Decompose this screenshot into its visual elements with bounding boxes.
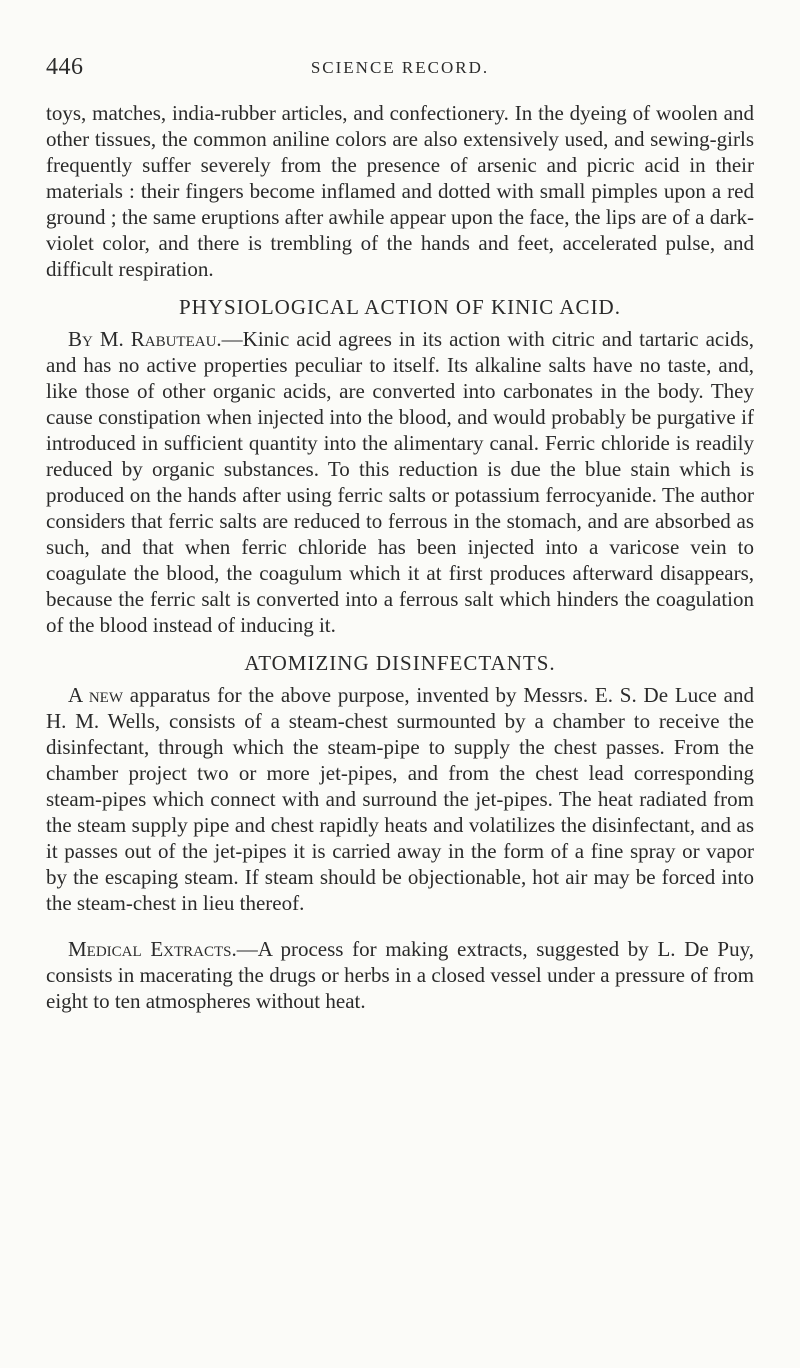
section-heading: PHYSIOLOGICAL ACTION OF KINIC ACID. — [179, 295, 621, 319]
section-paragraph — [46, 326, 754, 638]
page-body — [46, 100, 754, 1014]
section-paragraph — [46, 936, 754, 1014]
lead-words: A new — [68, 683, 123, 707]
paragraph-text: —A process for making extracts, suggested by L. De Puy, consists in macerating the drugs or herbs in a closed vessel under a pressure of from eight to ten atmospheres without heat. — [46, 937, 754, 1013]
section-kinic-acid — [46, 294, 754, 638]
running-head: SCIENCE RECORD. — [310, 58, 490, 77]
paragraph-text: —Kinic acid agrees in its action with citric and tartaric acids, and has no active properties peculiar to itself. Its alkaline salts have no taste, and, like those of other organic acids, are converted into carbonates in the body. They cause constipation when injected into the blood, and would probably be purgative if introduced in sufficient quantity into the alimentary canal. Ferric chloride is readily reduced by organic substances. To this reduction is due the blue stain which is produced on the hands after using ferric salts or potassium ferrocyanide. The author considers that ferric salts are reduced to ferrous in the stomach, and are absorbed as such, and that when ferric chloride has been injected into a varicose vein to coagulate the blood, the coagulum which it at first produces afterward disappears, because the ferric salt is converted into a ferrous salt which hinders the coagulation of the blood instead of inducing it. — [46, 327, 754, 637]
section-medical-extracts — [46, 936, 754, 1014]
paragraph-text: apparatus for the above purpose, invented by Messrs. E. S. De Luce and H. M. Wells, consists of a steam-chest surmounted by a chamber to receive the disinfectant, through which the steam-pipe to supply the chest passes. From the chamber project two or more jet-pipes, and from the chest lead corresponding steam-pipes which connect with and surround the jet-pipes. The heat radiated from the steam supply pipe and chest rapidly heats and volatilizes the disinfectant, and as it passes out of the jet-pipes it is carried away in the form of a fine spray or vapor by the escaping steam. If steam should be objectionable, hot air may be forced into the steam-chest in lieu thereof. — [46, 683, 754, 915]
byline: By M. Rabuteau. — [68, 327, 222, 351]
section-atomizing-disinfectants — [46, 650, 754, 916]
page-header — [46, 54, 754, 90]
section-paragraph — [46, 682, 754, 916]
run-in-heading: Medical Extracts. — [68, 937, 237, 961]
section-heading: ATOMIZING DISINFECTANTS. — [244, 651, 556, 675]
page-number: 446 — [46, 54, 84, 80]
continued-paragraph: toys, matches, india-rubber articles, and confectionery. In the dyeing of woolen and other tissues, the common aniline colors are also extensively used, and sewing-girls frequently suffer severely from the presence of arsenic and picric acid in their materials : their fingers become inflamed and dotted with small pimples upon a red ground ; the same eruptions after awhile appear upon the face, the lips are of a dark-violet color, and there is trembling of the hands and feet, accelerated pulse, and difficult respiration. — [46, 101, 754, 281]
spacer — [46, 916, 754, 936]
